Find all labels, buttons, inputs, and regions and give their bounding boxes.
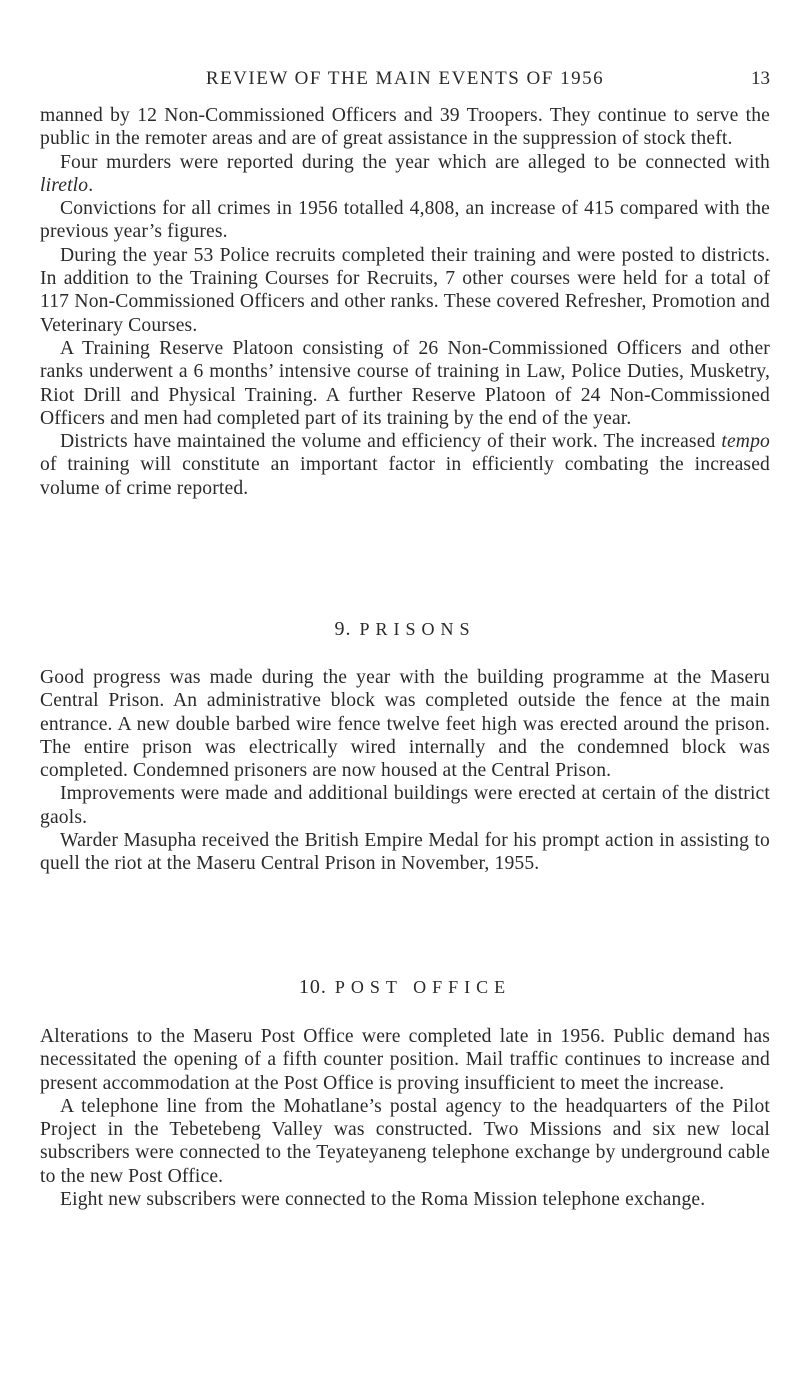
section-number: 10. xyxy=(298,976,327,998)
section-heading-post-office xyxy=(40,976,770,999)
paragraph: Warder Masupha received the British Empire Medal for his prompt action in assisting to quell the riot at the Maseru Central Prison in November, 1955. xyxy=(40,830,770,875)
section-number: 9. xyxy=(334,618,352,640)
page-number: 13 xyxy=(751,68,770,89)
paragraph: A telephone line from the Mohatlane’s postal agency to the headquarters of the Pilot Project in the Tebetebeng Valley was constructed. Two Missions and six new local subscribers were connected to the Teyateyaneng telephone exchange by underground cable to the new Post Office. xyxy=(40,1095,770,1187)
paragraph: manned by 12 Non-Commissioned Officers and 39 Troopers. They continue to serve the public in the remoter areas and are of great assistance in the suppression of stock theft. xyxy=(40,105,770,150)
paragraph-text: Districts have maintained the volume and efficiency of their work. The increased xyxy=(60,431,716,453)
paragraph: Good progress was made during the year with the building programme at the Maseru Central Prison. An administrative block was completed outside the fence at the main entrance. A new double barbed wire fence twelve feet high was erected around the prison. The entire prison was electrically wired internally and the condemned block was completed. Condemned prisoners are now housed at the Central Prison. xyxy=(40,667,770,782)
paragraph: Alterations to the Maseru Post Office were completed late in 1956. Public demand has necessitated the opening of a fifth counter position. Mail traffic continues to increase and present accommodation at the Post Office is proving insufficient to meet the increase. xyxy=(40,1026,770,1094)
running-head xyxy=(40,66,770,98)
paragraph: Convictions for all crimes in 1956 totalled 4,808, an increase of 415 compared with the previous year’s figures. xyxy=(40,198,770,243)
italic-term: liretlo xyxy=(40,174,89,196)
prisons-section xyxy=(40,666,770,876)
paragraph: Eight new subscribers were connected to the Roma Mission telephone exchange. xyxy=(60,1189,706,1211)
section-title: POST OFFICE xyxy=(334,977,512,997)
section-title: PRISONS xyxy=(359,619,476,639)
police-section-continued xyxy=(40,104,770,500)
paragraph: A Training Reserve Platoon consisting of 26 Non-Commissioned Officers and other ranks underwent a 6 months’ intensive course of training in Law, Police Duties, Musketry, Riot Drill and Physical Training. A further Reserve Platoon of 24 Non-Commissioned Officers and men had completed part of its training by the end of the year. xyxy=(40,337,770,429)
section-heading-prisons xyxy=(40,618,770,641)
paragraph xyxy=(40,430,770,500)
paragraph: During the year 53 Police recruits completed their training and were posted to districts. In addition to the Training Courses for Recruits, 7 other courses were held for a total of 117 Non-Commissioned Officers and other ranks. These covered Refresher, Promotion and Veterinary Courses. xyxy=(40,244,770,336)
post-office-section xyxy=(40,1025,770,1211)
italic-term: tempo xyxy=(721,431,770,453)
paragraph: Improvements were made and additional buildings were erected at certain of the district gaols. xyxy=(40,783,770,828)
paragraph-text: Four murders were reported during the year which are alleged to be connected with xyxy=(60,151,770,173)
paragraph: Four murders were reported during the year which are alleged to be connected with liretlo. xyxy=(40,151,770,196)
running-head-title: REVIEW OF THE MAIN EVENTS OF 1956 xyxy=(205,68,605,89)
paragraph-text: of training will constitute an important factor in efficiently combating the increased volume of crime reported. xyxy=(40,454,770,499)
